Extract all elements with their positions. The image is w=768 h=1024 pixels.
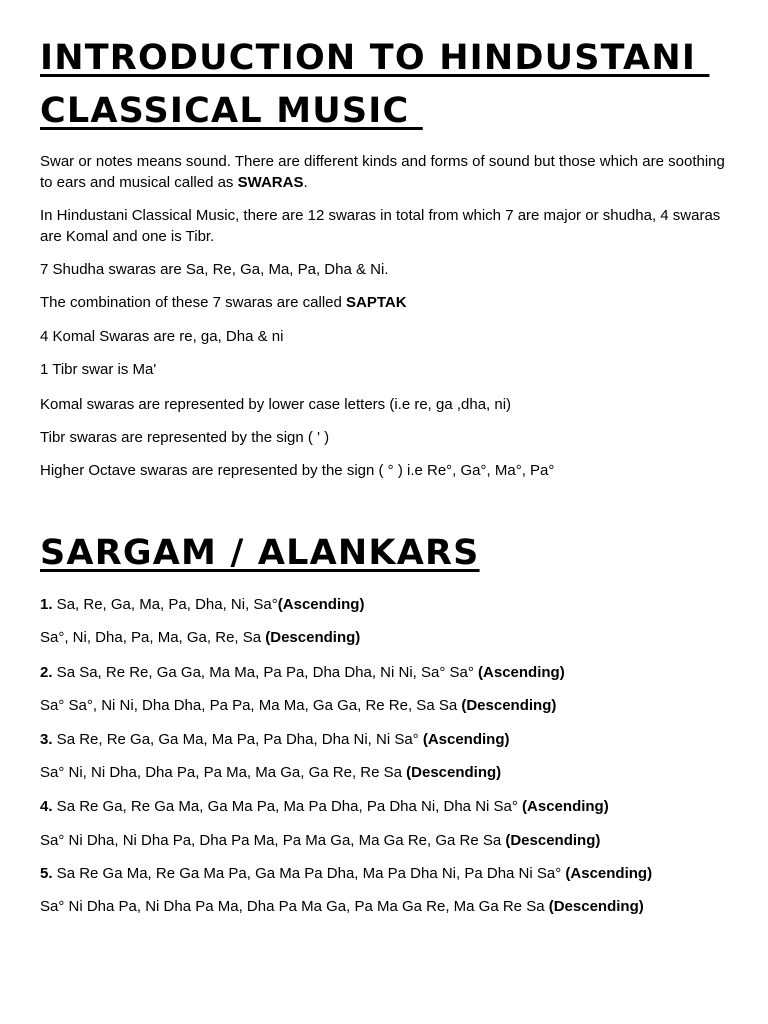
alankar-number: 5. xyxy=(40,865,53,882)
intro-paragraph-4-text: The combination of these 7 swaras are called xyxy=(40,294,346,311)
intro-paragraph-2: In Hindustani Classical Music, there are 12 swaras in total from which 7 are major or shudha, 4 swaras are Komal and one is Tibr. xyxy=(40,207,721,245)
alankar-4-ascending xyxy=(40,797,730,818)
alankar-2-descending xyxy=(40,696,730,717)
sargam-heading-text: SARGAM / ALANKARS xyxy=(40,533,480,573)
intro-paragraph-1 xyxy=(40,152,730,193)
intro-paragraph-6: 1 Tibr swar is Ma' xyxy=(40,361,157,378)
descending-label: (Descending) xyxy=(461,697,557,714)
alankar-3-ascending xyxy=(40,730,730,751)
ascending-label: (Ascending) xyxy=(422,731,510,748)
alankar-3-descending xyxy=(40,763,730,784)
ascending-notes: Sa Sa, Re Re, Ga Ga, Ma Ma, Pa Pa, Dha Dha, Ni Ni, Sa° Sa° xyxy=(52,664,479,681)
intro-paragraph-4 xyxy=(40,293,730,314)
descending-notes: Sa° Ni Dha Pa, Ni Dha Pa Ma, Dha Pa Ma Ga, Pa Ma Ga Re, Ma Ga Re Sa xyxy=(40,898,549,915)
intro-paragraph-1-text: Swar or notes means sound. There are different kinds and forms of sound but those which are soothing to ears and musical called as xyxy=(40,153,725,191)
intro-paragraph-7: Komal swaras are represented by lower case letters (i.e re, ga ,dha, ni) xyxy=(40,396,512,413)
descending-notes: Sa° Ni Dha, Ni Dha Pa, Dha Pa Ma, Pa Ma Ga, Ma Ga Re, Ga Re Sa xyxy=(40,832,506,849)
title-line-2: CLASSICAL MUSIC xyxy=(40,91,423,131)
ascending-label: (Ascending) xyxy=(565,865,653,882)
descending-label: (Descending) xyxy=(406,764,502,781)
intro-paragraph-3: 7 Shudha swaras are Sa, Re, Ga, Ma, Pa, Dha & Ni. xyxy=(40,261,389,278)
ascending-label: (Ascending) xyxy=(277,596,365,613)
descending-notes: Sa°, Ni, Dha, Pa, Ma, Ga, Re, Sa xyxy=(40,629,266,646)
ascending-notes: Sa Re Ga Ma, Re Ga Ma Pa, Ga Ma Pa Dha, Ma Pa Dha Ni, Pa Dha Ni Sa° xyxy=(52,865,566,882)
alankar-5-descending xyxy=(40,897,730,918)
descending-notes: Sa° Ni, Ni Dha, Dha Pa, Pa Ma, Ma Ga, Ga Re, Re Sa xyxy=(40,764,407,781)
alankar-1-descending xyxy=(40,628,730,649)
ascending-notes: Sa Re Ga, Re Ga Ma, Ga Ma Pa, Ma Pa Dha, Pa Dha Ni, Dha Ni Sa° xyxy=(52,798,523,815)
ascending-notes: Sa Re, Re Ga, Ga Ma, Ma Pa, Pa Dha, Dha Ni, Ni Sa° xyxy=(52,731,423,748)
intro-paragraph-1-end: . xyxy=(303,173,308,191)
page-title xyxy=(40,32,730,138)
intro-paragraph-5: 4 Komal Swaras are re, ga, Dha & ni xyxy=(40,328,284,345)
ascending-notes: Sa, Re, Ga, Ma, Pa, Dha, Ni, Sa° xyxy=(52,596,278,613)
alankar-number: 1. xyxy=(40,596,53,613)
swaras-term: SWARAS xyxy=(237,173,304,191)
title-line-1: INTRODUCTION TO HINDUSTANI xyxy=(40,38,710,78)
descending-notes: Sa° Sa°, Ni Ni, Dha Dha, Pa Pa, Ma Ma, Ga Ga, Re Re, Sa Sa xyxy=(40,697,462,714)
alankar-number: 4. xyxy=(40,798,53,815)
intro-paragraph-9: Higher Octave swaras are represented by the sign ( ° ) i.e Re°, Ga°, Ma°, Pa° xyxy=(40,462,555,479)
intro-paragraph-8: Tibr swaras are represented by the sign ( ' ) xyxy=(40,429,330,446)
alankar-4-descending xyxy=(40,831,730,852)
sargam-heading xyxy=(40,527,730,580)
descending-label: (Descending) xyxy=(548,898,644,915)
ascending-label: (Ascending) xyxy=(478,664,565,681)
descending-label: (Descending) xyxy=(265,629,361,646)
alankar-5-ascending xyxy=(40,864,730,885)
alankar-number: 3. xyxy=(40,731,53,748)
saptak-term: SAPTAK xyxy=(346,294,407,311)
alankar-1-ascending xyxy=(40,595,730,616)
alankar-2-ascending xyxy=(40,663,730,684)
descending-label: (Descending) xyxy=(505,832,601,849)
alankar-number: 2. xyxy=(40,664,53,681)
ascending-label: (Ascending) xyxy=(522,798,609,815)
